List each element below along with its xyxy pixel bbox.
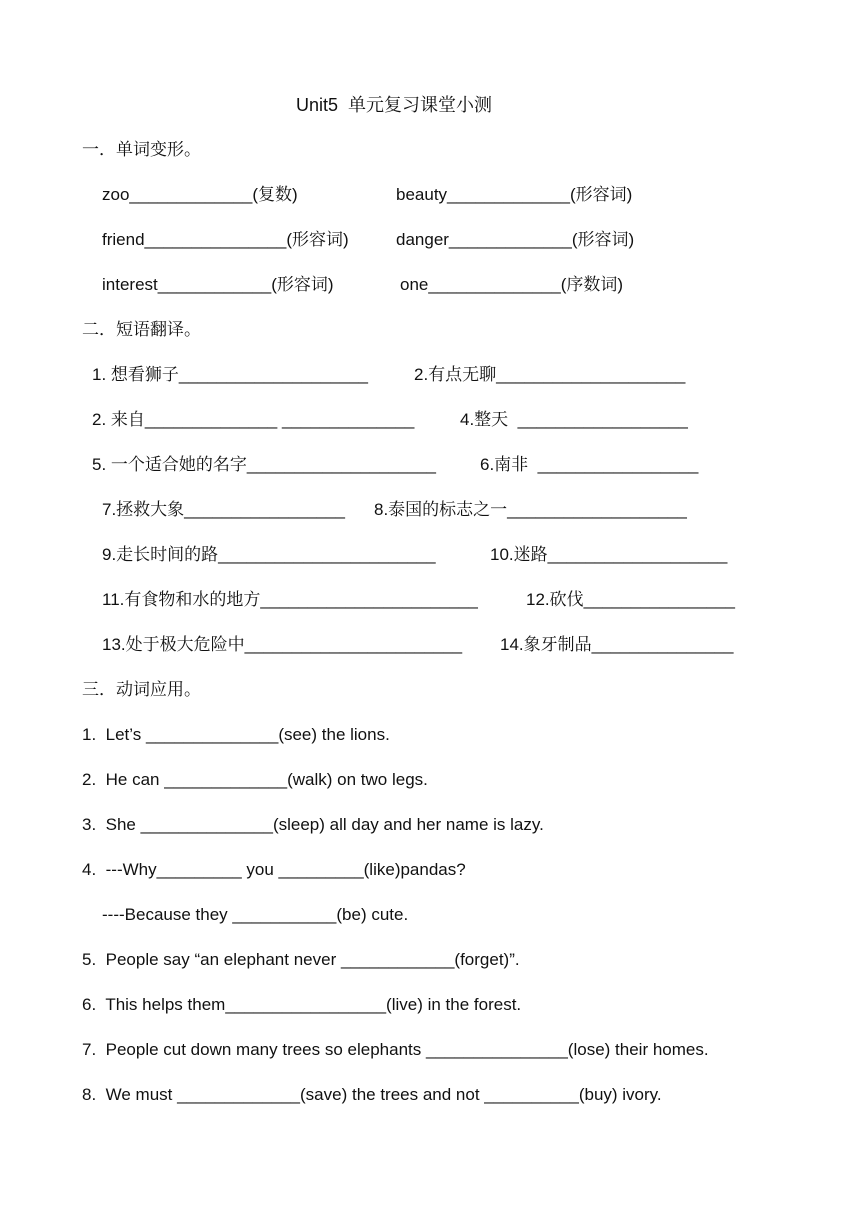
s2-r1-left: 2. 来自______________ ______________: [92, 410, 415, 429]
s2-r4-left: 9.走长时间的路_______________________: [102, 545, 436, 564]
section3-heading: 三．动词应用。: [82, 680, 201, 699]
s2-r3-left: 7.拯救大象_________________: [102, 500, 345, 519]
s1-r1-left: friend_______________(形容词): [102, 230, 349, 249]
s3-line-3: 3. She ______________(sleep) all day and her name is lazy.: [82, 815, 544, 834]
section1-heading: 一．单词变形。: [82, 140, 201, 159]
s3-line-4: 4. ---Why_________ you _________(like)pandas?: [82, 860, 466, 879]
s2-r1-right: 4.整天 __________________: [460, 410, 688, 429]
s3-line-5: 5. People say “an elephant never ____________(forget)”.: [82, 950, 520, 969]
s1-r0-right: beauty_____________(形容词): [396, 185, 633, 204]
s2-r6-left: 13.处于极大危险中_______________________: [102, 635, 463, 654]
s2-r5-right: 12.砍伐________________: [526, 590, 735, 609]
page-title: Unit5 单元复习课堂小测: [296, 95, 493, 115]
s2-r0-right: 2.有点无聊____________________: [414, 365, 686, 384]
s2-r3-right: 8.泰国的标志之一___________________: [374, 500, 687, 519]
section2-heading: 二．短语翻译。: [82, 320, 201, 339]
s3-line-8: 8. We must _____________(save) the trees and not __________(buy) ivory.: [82, 1085, 662, 1104]
s2-r0-left: 1. 想看狮子____________________: [92, 365, 368, 384]
s1-r2-left: interest____________(形容词): [102, 275, 334, 294]
s3-line-4b: ----Because they ___________(be) cute.: [102, 905, 409, 924]
s2-r2-right: 6.南非 _________________: [480, 455, 699, 474]
s1-r1-right: danger_____________(形容词): [396, 230, 635, 249]
s2-r2-left: 5. 一个适合她的名字____________________: [92, 455, 436, 474]
s2-r4-right: 10.迷路___________________: [490, 545, 728, 564]
s3-line-6: 6. This helps them_________________(live) in the forest.: [82, 995, 522, 1014]
s1-r0-left: zoo_____________(复数): [102, 185, 298, 204]
s3-line-1: 1. Let’s ______________(see) the lions.: [82, 725, 390, 744]
s3-line-2: 2. He can _____________(walk) on two legs.: [82, 770, 428, 789]
s2-r6-right: 14.象牙制品_______________: [500, 635, 734, 654]
s2-r5-left: 11.有食物和水的地方_______________________: [102, 590, 478, 609]
s3-line-7: 7. People cut down many trees so elephants _______________(lose) their homes.: [82, 1040, 709, 1059]
s1-r2-right: one______________(序数词): [400, 275, 624, 294]
